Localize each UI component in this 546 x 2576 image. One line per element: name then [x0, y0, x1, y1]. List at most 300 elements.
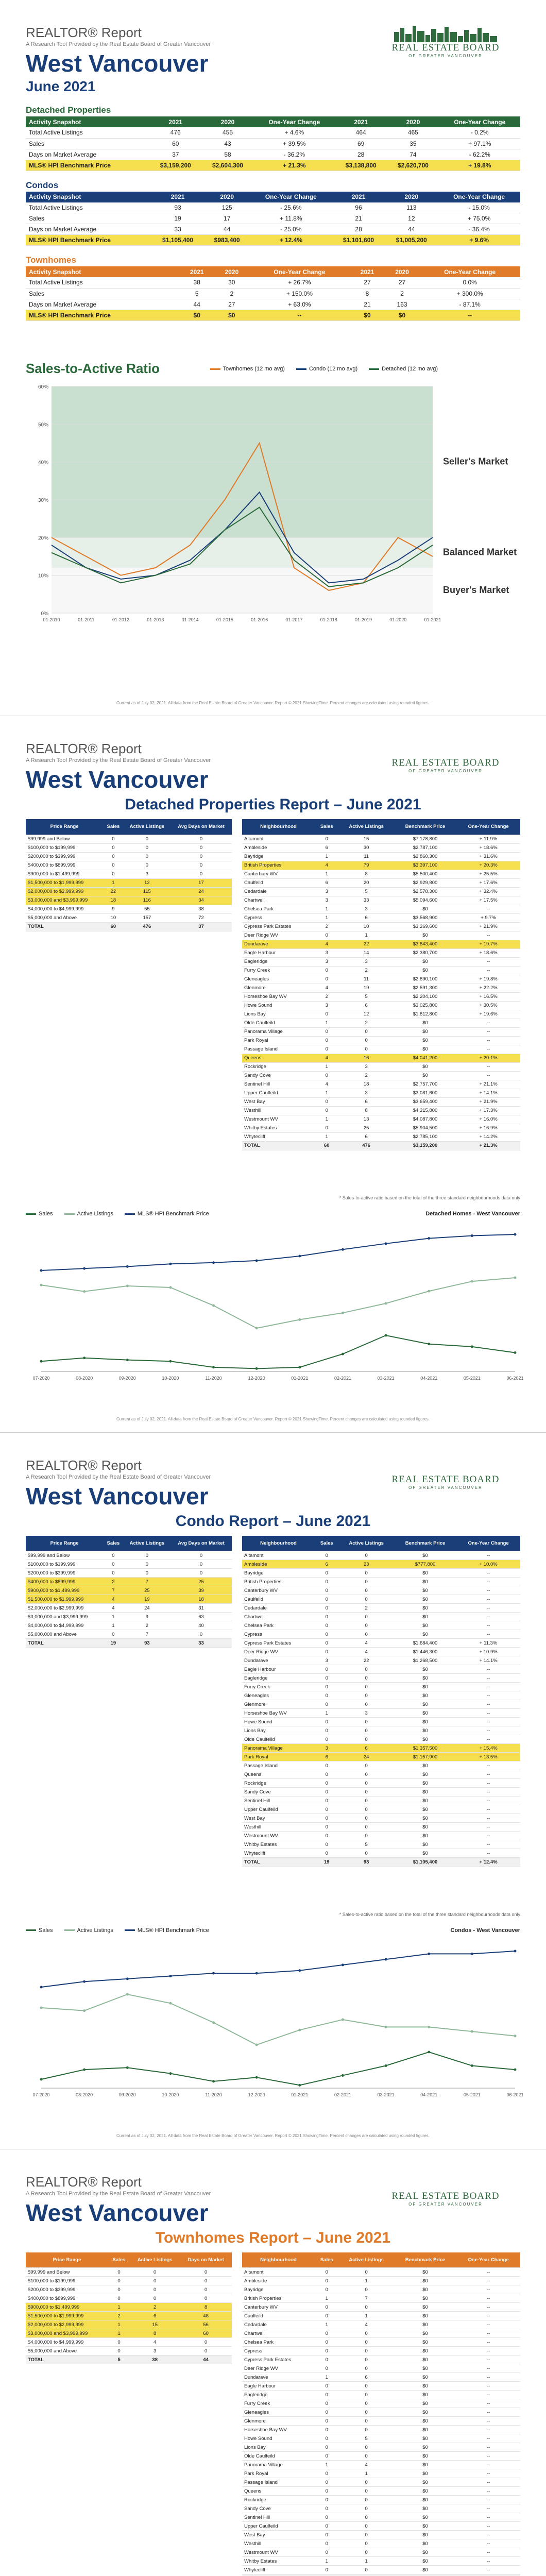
table-row	[26, 1630, 232, 1639]
logo-text: REAL ESTATE BOARD	[391, 1473, 500, 1485]
table-cell: 0	[108, 2277, 130, 2285]
data-point	[342, 2018, 344, 2021]
snapshot-header-cell: One-Year Change	[438, 192, 520, 202]
table-cell: Howe Sound	[242, 1001, 315, 1010]
table-cell: --	[456, 2382, 520, 2391]
snapshot-row	[26, 202, 520, 213]
table-cell: $7,178,800	[394, 835, 456, 843]
table-cell: 0	[108, 2294, 130, 2303]
x-tick-label: 01-2012	[112, 617, 130, 622]
table-cell: $0	[394, 931, 456, 940]
table-cell: + 12.4%	[456, 1858, 520, 1867]
snapshot-cell: 476	[149, 127, 201, 138]
table-row	[242, 1709, 520, 1718]
snapshot-header-cell: Activity Snapshot	[26, 266, 179, 277]
table-cell: Canterbury WV	[242, 870, 315, 878]
table-cell: 0	[315, 1630, 339, 1639]
table-cell: TOTAL	[26, 2355, 108, 2364]
data-point	[83, 2068, 86, 2071]
table-cell: Westhill	[242, 1106, 315, 1115]
table-cell: Horseshoe Bay WV	[242, 992, 315, 1001]
table-cell: --	[456, 1832, 520, 1840]
table-cell: 0	[315, 1718, 339, 1726]
table-row	[26, 843, 232, 852]
table-cell: $2,929,800	[394, 878, 456, 887]
table-cell: Sentinel Hill	[242, 2513, 315, 2522]
table-cell: $0	[394, 2347, 456, 2355]
city-title: West Vancouver	[26, 1482, 209, 1510]
table-cell: 79	[339, 861, 394, 870]
table-cell: 6	[339, 1097, 394, 1106]
table-cell: 3	[339, 1062, 394, 1071]
table-cell: $1,500,000 to $1,999,999	[26, 878, 103, 887]
table-cell: 0	[315, 1097, 339, 1106]
table-cell: Passage Island	[242, 2478, 315, 2487]
data-point	[40, 1360, 43, 1363]
table-cell: 0	[315, 2329, 339, 2338]
table-cell: 0	[339, 2391, 394, 2399]
table-cell: 12	[339, 1010, 394, 1019]
report-month: June 2021	[26, 78, 96, 94]
table-row	[26, 2294, 232, 2303]
snapshot-cell: - 62.2%	[439, 149, 520, 160]
table-header-cell: Days on Market	[180, 2252, 232, 2268]
table-cell: 0	[315, 1595, 339, 1604]
table-cell: 0	[339, 1700, 394, 1709]
data-point	[428, 1237, 430, 1240]
table-cell: Olde Caulfeild	[242, 1019, 315, 1027]
table-cell: 0	[315, 1604, 339, 1613]
table-cell: + 21.3%	[456, 1141, 520, 1150]
table-cell: $0	[394, 957, 456, 966]
table-row	[242, 966, 520, 975]
table-cell: 0	[339, 2443, 394, 2452]
table-row	[242, 1744, 520, 1753]
data-point	[514, 1950, 517, 1952]
table-cell: --	[456, 1045, 520, 1054]
table-cell: Westhill	[242, 1823, 315, 1832]
table-row	[242, 1586, 520, 1595]
table-cell: Upper Caulfeild	[242, 1089, 315, 1097]
table-cell: $200,000 to $399,999	[26, 852, 103, 861]
table-row	[242, 843, 520, 852]
table-cell: 0	[339, 1823, 394, 1832]
snapshot-header-cell: 2021	[332, 192, 385, 202]
table-cell: 0	[103, 835, 124, 843]
table-row	[242, 1613, 520, 1621]
table-row	[242, 2355, 520, 2364]
table-cell: Furry Creek	[242, 1683, 315, 1691]
balanced-market-band	[52, 537, 433, 568]
table-cell: --	[456, 2320, 520, 2329]
table-cell: $0	[394, 2452, 456, 2461]
x-tick-label: 01-2020	[389, 617, 407, 622]
table-cell: + 31.6%	[456, 852, 520, 861]
table-cell: Altamont	[242, 2268, 315, 2277]
board-logo	[371, 741, 520, 777]
x-tick-label: 10-2020	[162, 1376, 179, 1381]
table-cell: 116	[124, 896, 170, 905]
table-cell: + 21.9%	[456, 922, 520, 931]
table-cell: $100,000 to $199,999	[26, 2277, 108, 2285]
table-cell: 55	[124, 905, 170, 913]
table-header-cell: Active Listings	[130, 2252, 180, 2268]
table-cell: --	[456, 1604, 520, 1613]
table-cell: 0	[339, 2452, 394, 2461]
table-cell: 2	[339, 966, 394, 975]
snapshot-header-cell: 2020	[214, 266, 249, 277]
table-cell: 1	[103, 878, 124, 887]
table-row	[242, 2329, 520, 2338]
data-point	[514, 2035, 517, 2037]
table-row	[26, 1621, 232, 1630]
table-cell: 0	[180, 2268, 232, 2277]
table-cell: --	[456, 1578, 520, 1586]
table-cell: 2	[339, 1604, 394, 1613]
table-cell: $4,087,800	[394, 1115, 456, 1124]
table-cell: 6	[315, 843, 339, 852]
table-cell: 17	[170, 878, 232, 887]
table-row	[242, 2268, 520, 2277]
table-cell: Horseshoe Bay WV	[242, 1709, 315, 1718]
table-cell: Upper Caulfeild	[242, 2522, 315, 2531]
table-cell: 0	[339, 1674, 394, 1683]
townhomes-report-title: Townhomes Report – June 2021	[26, 2227, 520, 2249]
table-cell: Altamont	[242, 835, 315, 843]
snapshot-cell: 21	[350, 299, 385, 310]
x-tick-label: 01-2017	[285, 617, 303, 622]
table-cell: --	[456, 2452, 520, 2461]
table-cell: 18	[103, 896, 124, 905]
snapshot-cell: MLS® HPI Benchmark Price	[26, 235, 151, 246]
table-cell: 0	[339, 1788, 394, 1797]
table-cell: 8	[339, 870, 394, 878]
table-cell: Rockridge	[242, 1779, 315, 1788]
data-point	[428, 2026, 430, 2028]
table-cell: $0	[394, 1665, 456, 1674]
snapshot-cell: $0	[385, 310, 420, 320]
data-point	[126, 1977, 129, 1980]
table-cell: 1	[315, 1062, 339, 1071]
table-cell: TOTAL	[26, 922, 103, 931]
table-cell: $0	[394, 1735, 456, 1744]
table-cell: $99,999 and Below	[26, 1551, 103, 1560]
table-cell: 0	[315, 1071, 339, 1080]
table-cell: 6	[315, 1753, 339, 1761]
table-cell: 3	[315, 1656, 339, 1665]
table-cell: West Bay	[242, 2531, 315, 2539]
x-tick-label: 04-2021	[420, 2092, 438, 2097]
table-cell: + 11.3%	[456, 1639, 520, 1648]
table-cell: 0	[339, 1613, 394, 1621]
table-cell: 4	[315, 940, 339, 948]
table-cell: + 16.0%	[456, 1115, 520, 1124]
table-cell: $0	[394, 1595, 456, 1604]
data-point	[342, 2074, 344, 2077]
table-cell: 4	[103, 1604, 124, 1613]
table-cell: Whitby Estates	[242, 2557, 315, 2566]
table-cell	[315, 2574, 339, 2576]
table-cell: --	[456, 2461, 520, 2469]
table-cell: Caulfeild	[242, 1595, 315, 1604]
snapshot-cell: $2,604,300	[201, 160, 253, 171]
table-cell: 0	[170, 835, 232, 843]
table-cell: $0	[394, 2496, 456, 2504]
table-row	[242, 2452, 520, 2461]
table-cell: Caulfeild	[242, 2312, 315, 2320]
table-row	[242, 1788, 520, 1797]
table-row	[242, 2320, 520, 2329]
snapshot-cell: Days on Market Average	[26, 224, 151, 235]
table-cell: 0	[339, 1691, 394, 1700]
x-tick-label: 03-2021	[377, 1376, 395, 1381]
table-cell: 0	[315, 2347, 339, 2355]
snapshot-cell: 60	[149, 138, 201, 149]
series-line	[41, 1234, 515, 1270]
table-cell: + 30.5%	[456, 1001, 520, 1010]
table-cell: 0	[339, 1578, 394, 1586]
data-point	[126, 1993, 129, 1995]
snapshot-cell: + 97.1%	[439, 138, 520, 149]
table-cell: $5,904,500	[394, 1124, 456, 1132]
table-cell: 0	[124, 1560, 170, 1569]
table-cell: 4	[339, 1639, 394, 1648]
snapshot-cell: - 15.0%	[438, 202, 520, 213]
snapshot-cell: + 12.4%	[250, 235, 332, 246]
table-cell: $0	[394, 2320, 456, 2329]
table-cell: --	[456, 1019, 520, 1027]
table-cell: 1	[315, 905, 339, 913]
table-cell: 60	[315, 1141, 339, 1150]
table-cell: $0	[394, 966, 456, 975]
snapshot-header-cell: One-Year Change	[249, 266, 350, 277]
table-row	[242, 2531, 520, 2539]
table-header-cell: Sales	[315, 2252, 339, 2268]
trend-legend	[26, 1927, 520, 1934]
table-cell: Ambleside	[242, 2277, 315, 2285]
snapshot-cell: 163	[385, 299, 420, 310]
table-cell: 23	[339, 1560, 394, 1569]
legend-townhomes: Townhomes (12 mo avg)	[210, 366, 285, 372]
price-range-table	[26, 1536, 232, 1648]
table-cell: $2,785,100	[394, 1132, 456, 1141]
table-cell: 0	[339, 2566, 394, 2574]
table-cell: 0	[315, 1770, 339, 1779]
table-row	[242, 1823, 520, 1832]
table-cell: $2,000,000 to $2,999,999	[26, 887, 103, 896]
table-cell: + 17.3%	[456, 1106, 520, 1115]
table-cell: Queens	[242, 1054, 315, 1062]
table-cell: --	[456, 2496, 520, 2504]
x-tick-label: 01-2021	[291, 2092, 309, 2097]
table-cell: 0	[170, 1560, 232, 1569]
table-row	[242, 870, 520, 878]
table-cell: + 14.1%	[456, 1089, 520, 1097]
x-tick-label: 06-2021	[506, 1376, 524, 1381]
table-row	[242, 1621, 520, 1630]
snapshot-cell: 38	[179, 277, 214, 288]
table-cell: 3	[315, 1744, 339, 1753]
table-cell: 0	[103, 861, 124, 870]
table-cell: Deer Ridge WV	[242, 2364, 315, 2373]
table-header-cell: Neighbourhood	[242, 819, 315, 835]
table-cell: 1	[339, 2469, 394, 2478]
table-cell: 0	[315, 1674, 339, 1683]
table-cell: --	[456, 2478, 520, 2487]
data-point	[40, 1269, 43, 1272]
table-row	[242, 2574, 520, 2576]
table-cell: --	[456, 1665, 520, 1674]
table-cell: 0	[315, 2434, 339, 2443]
table-cell: 0	[103, 870, 124, 878]
table-cell: $3,025,800	[394, 1001, 456, 1010]
table-row	[242, 1071, 520, 1080]
snapshot-cell: 27	[350, 277, 385, 288]
table-cell: Olde Caulfeild	[242, 1735, 315, 1744]
table-cell: 8	[339, 1106, 394, 1115]
table-cell: 24	[170, 887, 232, 896]
table-cell: 0	[130, 2268, 180, 2277]
table-cell: $0	[394, 1832, 456, 1840]
table-cell: 0	[170, 843, 232, 852]
table-cell: + 21.1%	[456, 1080, 520, 1089]
table-cell: 60	[103, 922, 124, 931]
table-cell: --	[456, 1797, 520, 1805]
table-row	[242, 2566, 520, 2574]
table-cell: --	[456, 1569, 520, 1578]
table-cell: 15	[130, 2320, 180, 2329]
table-row	[26, 922, 232, 931]
table-cell: 3	[339, 957, 394, 966]
table-cell: $0	[394, 2531, 456, 2539]
table-cell: 0	[108, 2347, 130, 2355]
table-cell: $0	[394, 1840, 456, 1849]
table-cell: Bayridge	[242, 852, 315, 861]
data-point	[471, 1234, 473, 1237]
table-cell: Panorama Village	[242, 2461, 315, 2469]
snapshot-cell: - 36.4%	[438, 224, 520, 235]
table-row	[26, 878, 232, 887]
table-cell: $3,269,600	[394, 922, 456, 931]
table-cell: 6	[315, 1560, 339, 1569]
data-point	[126, 1359, 129, 1361]
table-cell: + 11.9%	[456, 835, 520, 843]
table-cell: 0	[315, 2303, 339, 2312]
table-cell: --	[456, 1613, 520, 1621]
table-cell: 24	[339, 1753, 394, 1761]
table-cell: 56	[180, 2320, 232, 2329]
table-cell: 0	[315, 2268, 339, 2277]
table-cell: 12	[124, 878, 170, 887]
x-tick-label: 12-2020	[248, 2092, 265, 2097]
table-row	[242, 852, 520, 861]
table-cell: --	[456, 2417, 520, 2426]
y-tick-label: 40%	[38, 460, 48, 466]
table-cell: Gleneagles	[242, 1691, 315, 1700]
snapshot-cell: 8	[350, 288, 385, 299]
table-cell: 0	[130, 2285, 180, 2294]
table-cell: Dundarave	[242, 2373, 315, 2382]
table-row	[242, 1578, 520, 1586]
snapshot-header-cell: One-Year Change	[439, 116, 520, 127]
table-cell: --	[456, 1586, 520, 1595]
snapshot-cell: + 19.8%	[439, 160, 520, 171]
table-cell: $3,000,000 and $3,999,999	[26, 2329, 108, 2338]
table-cell: 2	[339, 1071, 394, 1080]
table-cell: 0	[103, 1569, 124, 1578]
table-cell: $0	[394, 2303, 456, 2312]
table-cell: 0	[339, 2513, 394, 2522]
snapshot-cell: 27	[214, 299, 249, 310]
table-cell: $0	[394, 1062, 456, 1071]
table-header-cell: Sales	[103, 819, 124, 835]
table-row	[26, 896, 232, 905]
table-cell: 7	[124, 1578, 170, 1586]
snapshot-header-cell: 2021	[179, 266, 214, 277]
table-cell: 2	[130, 2303, 180, 2312]
table-cell: $0	[394, 2277, 456, 2285]
table-cell: 3	[315, 1001, 339, 1010]
table-row	[242, 922, 520, 931]
market-label: Seller's Market	[443, 456, 508, 467]
snapshot-cell: - 87.1%	[419, 299, 520, 310]
table-row	[242, 1665, 520, 1674]
table-cell: 0	[170, 1630, 232, 1639]
table-cell: $99,999 and Below	[26, 835, 103, 843]
table-cell: 0	[339, 2399, 394, 2408]
table-cell: 157	[124, 913, 170, 922]
snapshot-cell: 465	[387, 127, 439, 138]
table-cell: 0	[339, 1027, 394, 1036]
table-header-cell: Benchmark Price	[394, 2252, 456, 2268]
snapshot-cell: 12	[385, 213, 438, 224]
table-cell: 0	[315, 835, 339, 843]
table-cell: 0	[315, 1569, 339, 1578]
table-cell: 0	[315, 1700, 339, 1709]
table-cell: $0	[394, 1691, 456, 1700]
table-row	[26, 2355, 232, 2364]
table-cell: 33	[170, 1639, 232, 1648]
table-cell: --	[456, 2277, 520, 2285]
table-cell: 0	[339, 1849, 394, 1858]
data-point	[169, 1263, 172, 1265]
table-cell: 476	[339, 1141, 394, 1150]
snapshot-row	[26, 127, 520, 138]
table-cell: 0	[124, 861, 170, 870]
city-title: West Vancouver	[26, 2199, 209, 2226]
table-cell: 0	[315, 1613, 339, 1621]
data-point	[298, 2028, 301, 2031]
table-cell: 39	[170, 1586, 232, 1595]
data-point	[342, 1312, 344, 1314]
legend-item: Sales	[26, 1211, 53, 1217]
table-cell: + 22.2%	[456, 984, 520, 992]
table-cell: 0	[103, 1560, 124, 1569]
table-cell: Chartwell	[242, 896, 315, 905]
table-row	[26, 1604, 232, 1613]
table-cell: 93	[339, 1858, 394, 1867]
table-cell: 3	[315, 887, 339, 896]
table-cell: 22	[339, 1656, 394, 1665]
series-line	[41, 2052, 515, 2085]
table-cell: 0	[315, 1124, 339, 1132]
table-cell: 0	[339, 1718, 394, 1726]
neighbourhood-table	[242, 2252, 520, 2576]
table-row	[26, 2285, 232, 2294]
table-cell: 3	[315, 896, 339, 905]
report-subtitle: A Research Tool Provided by the Real Estate Board of Greater Vancouver	[26, 41, 211, 47]
detached-report-title: Detached Properties Report – June 2021	[26, 793, 520, 816]
